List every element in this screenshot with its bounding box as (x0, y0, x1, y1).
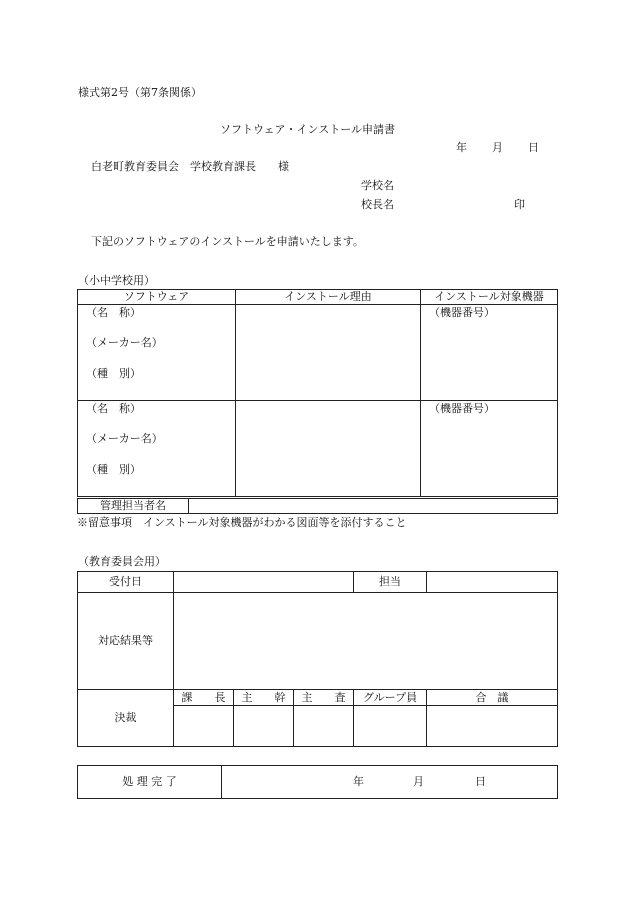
board-table (77, 571, 558, 747)
seal-mark: 印 (514, 198, 525, 211)
date-month: 月 (492, 141, 503, 154)
device-cell[interactable] (421, 401, 558, 497)
request-text: 下記のソフトウェアのインストールを申請いたします。 (91, 235, 364, 248)
install-reason-cell[interactable] (236, 401, 421, 497)
school-name-label: 学校名 (361, 179, 394, 192)
software-type-label: （種 別） (86, 367, 141, 380)
completion-month: 月 (413, 775, 424, 788)
approval-label: 決裁 (78, 690, 174, 747)
approval-stamp-cell[interactable] (427, 706, 558, 747)
column-header-device: インストール対象機器 (421, 290, 558, 305)
page-title: ソフトウェア・インストール申請書 (220, 123, 396, 136)
approver-header: グループ員 (354, 690, 427, 706)
received-date-field[interactable] (174, 572, 354, 593)
column-header-reason: インストール理由 (236, 290, 421, 305)
device-number-label: （機器番号） (429, 306, 495, 319)
attachment-note: ※留意事項 インストール対象機器がわかる図面等を添付すること (77, 516, 407, 529)
column-header-software: ソフトウェア (78, 290, 236, 305)
software-maker-label: （メーカー名） (86, 336, 163, 349)
device-cell[interactable] (421, 305, 558, 401)
staff-field[interactable] (427, 572, 558, 593)
addressee: 白老町教育委員会 学校教育課長 様 (91, 160, 289, 173)
manager-label: 管理担当者名 (78, 499, 189, 514)
software-name-label: （名 称） (86, 306, 141, 319)
staff-label: 担当 (354, 572, 427, 593)
received-row (78, 572, 558, 593)
software-cell[interactable] (78, 401, 236, 497)
result-row (78, 593, 558, 690)
school-table-header (78, 290, 558, 305)
completion-label: 処 理 完 了 (78, 766, 222, 799)
result-field[interactable] (174, 593, 558, 690)
completion-date-field[interactable] (222, 766, 558, 799)
software-name-label: （名 称） (86, 402, 141, 415)
school-request-table (77, 289, 558, 497)
software-maker-label: （メーカー名） (86, 432, 163, 445)
approver-header: 主 幹 (234, 690, 294, 706)
software-entry-row (78, 401, 558, 497)
completion-year: 年 (353, 775, 364, 788)
approval-stamp-cell[interactable] (294, 706, 354, 747)
date-day: 日 (528, 141, 539, 154)
completion-table (77, 765, 558, 799)
approver-header: 課 長 (174, 690, 234, 706)
software-entry-row (78, 305, 558, 401)
board-section-label: （教育委員会用） (78, 555, 166, 568)
manager-table (77, 498, 558, 514)
date-year: 年 (456, 141, 467, 154)
approver-header: 合 議 (427, 690, 558, 706)
approval-stamp-cell[interactable] (174, 706, 234, 747)
device-number-label: （機器番号） (429, 402, 495, 415)
principal-name-label: 校長名 (361, 198, 394, 211)
completion-day: 日 (475, 775, 486, 788)
approver-header: 主 査 (294, 690, 354, 706)
approval-header-row (78, 690, 558, 706)
form-number: 様式第2号（第7条関係） (78, 86, 202, 99)
approval-stamp-cell[interactable] (354, 706, 427, 747)
software-type-label: （種 別） (86, 463, 141, 476)
received-date-label: 受付日 (78, 572, 174, 593)
software-cell[interactable] (78, 305, 236, 401)
install-reason-cell[interactable] (236, 305, 421, 401)
result-label: 対応結果等 (78, 593, 174, 690)
approval-stamp-cell[interactable] (234, 706, 294, 747)
school-section-label: （小中学校用） (78, 274, 155, 287)
manager-name-field[interactable] (189, 499, 558, 514)
